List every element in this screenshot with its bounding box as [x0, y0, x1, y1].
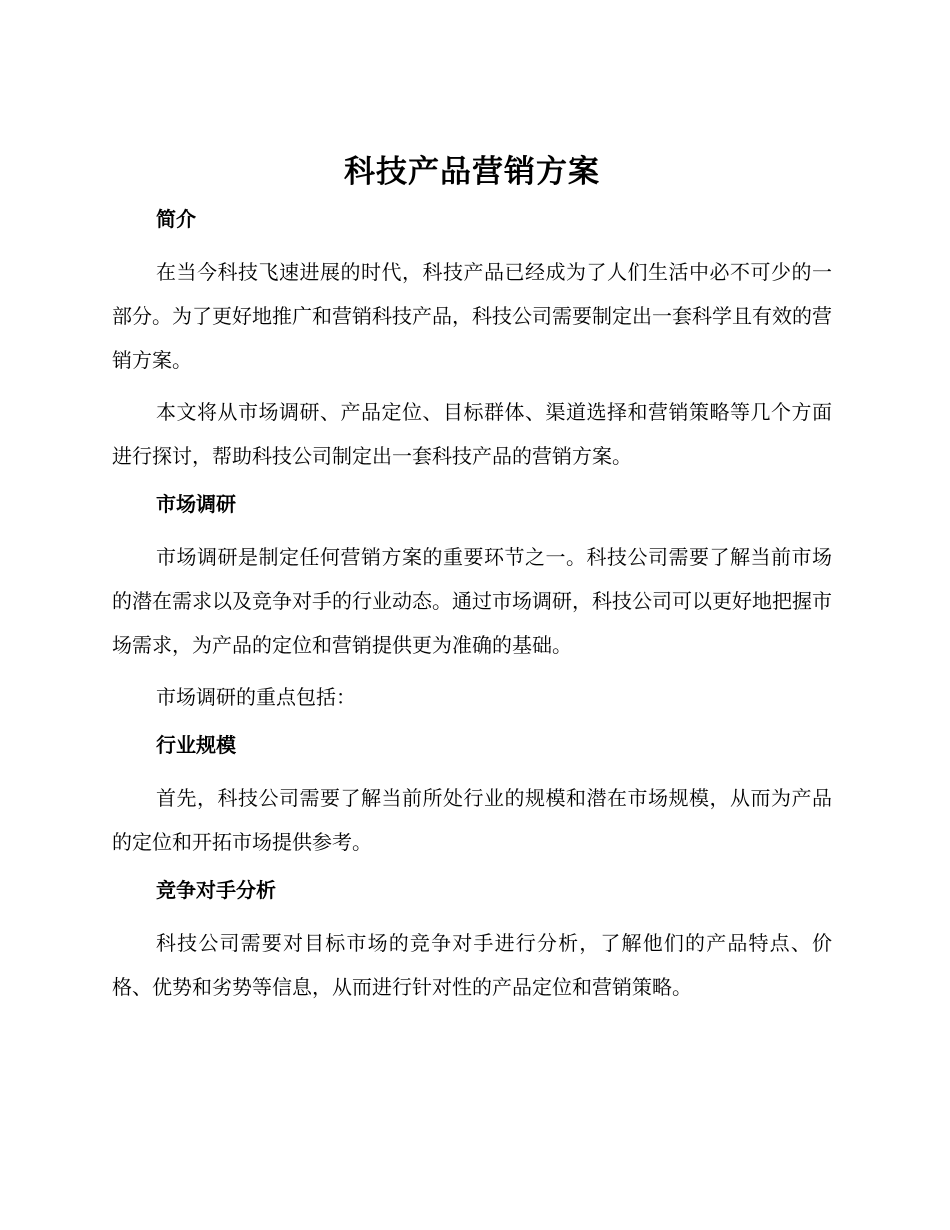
market-research-paragraph-1: 市场调研是制定任何营销方案的重要环节之一。科技公司需要了解当前市场的潜在需求以及竞争对手的行业动态。通过市场调研，科技公司可以更好地把握市场需求，为产品的定位和营销提供更为准确的基础。 — [112, 545, 832, 657]
market-research-paragraph-2: 市场调研的重点包括： — [156, 685, 356, 709]
document-body — [112, 150, 832, 1009]
intro-paragraph-1: 在当今科技飞速进展的时代，科技产品已经成为了人们生活中必不可少的一部分。为了更好地推广和营销科技产品，科技公司需要制定出一套科学且有效的营销方案。 — [112, 260, 832, 372]
industry-scale-paragraph: 首先，科技公司需要了解当前所处行业的规模和潜在市场规模，从而为产品的定位和开拓市场提供参考。 — [112, 786, 832, 854]
section-heading-industry-scale: 行业规模 — [156, 733, 236, 757]
competitor-analysis-paragraph: 科技公司需要对目标市场的竞争对手进行分析，了解他们的产品特点、价格、优势和劣势等信息，从而进行针对性的产品定位和营销策略。 — [112, 931, 832, 999]
section-heading-competitor-analysis: 竞争对手分析 — [156, 878, 276, 902]
document-title: 科技产品营销方案 — [344, 154, 600, 190]
intro-paragraph-2: 本文将从市场调研、产品定位、目标群体、渠道选择和营销策略等几个方面进行探讨，帮助科技公司制定出一套科技产品的营销方案。 — [112, 400, 832, 468]
section-heading-market-research: 市场调研 — [156, 492, 236, 516]
section-heading-intro: 简介 — [156, 207, 196, 231]
